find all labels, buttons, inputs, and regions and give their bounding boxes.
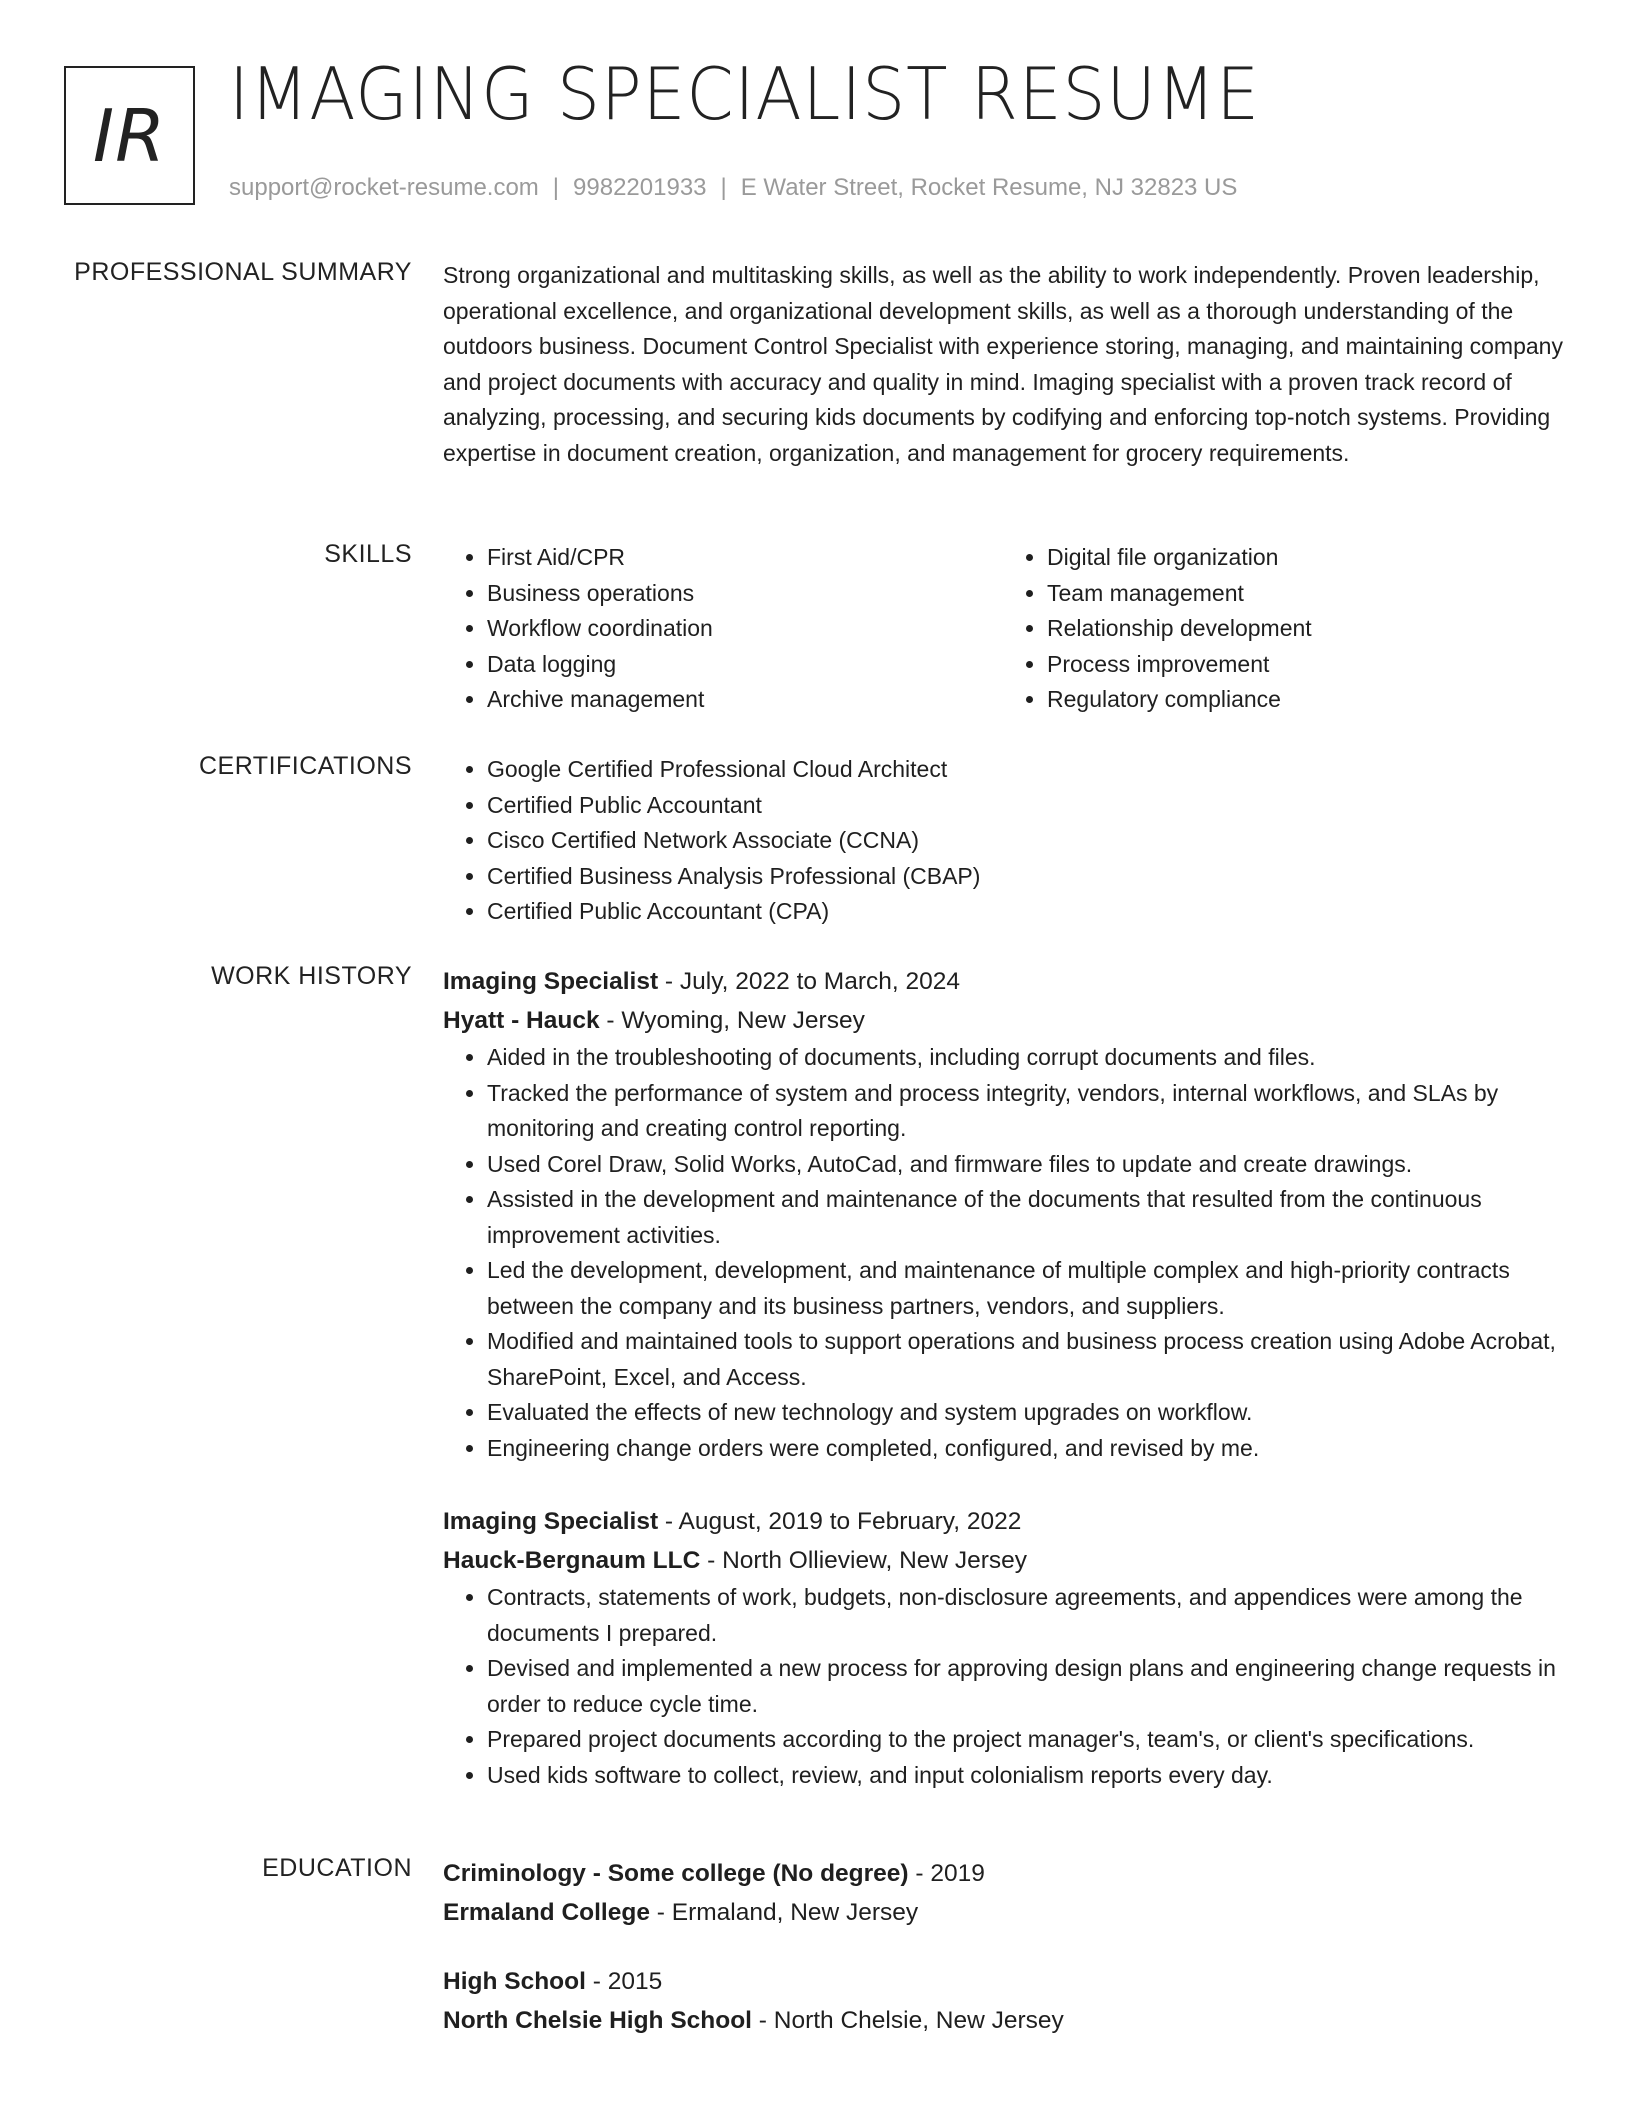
skill-item: • Workflow coordination (487, 611, 1003, 647)
job-location: - North Ollieview, New Jersey (700, 1547, 1028, 1574)
contact-line (229, 174, 1237, 202)
job-dates: - August, 2019 to February, 2022 (658, 1508, 1022, 1535)
job-bullet: • Modified and maintained tools to support operations and business process creation using Adobe Acrobat, SharePoint, Excel, and Access. (487, 1324, 1563, 1395)
job-company-line (443, 1541, 1563, 1580)
certification-item: • Cisco Certified Network Associate (CCNA) (487, 823, 1563, 859)
job-company: Hauck-Bergnaum LLC (443, 1547, 701, 1574)
job-bullet: • Engineering change orders were completed, configured, and revised by me. (487, 1431, 1563, 1467)
contact-phone: 9982201933 (573, 174, 707, 201)
skill-item: • Data logging (487, 647, 1003, 683)
education-degree-line (443, 1962, 1563, 2001)
certifications-body (443, 752, 1563, 930)
education-degree: High School (443, 1968, 586, 1995)
skill-item: • Business operations (487, 576, 1003, 612)
job-bullets (443, 1580, 1563, 1793)
education-entry (443, 1854, 1563, 1932)
section-label: EDUCATION (262, 1854, 412, 1882)
education-entry (443, 1962, 1563, 2040)
education-school-line (443, 1893, 1563, 1932)
job-bullet: • Aided in the troubleshooting of documents, including corrupt documents and files. (487, 1040, 1563, 1076)
skills-body (443, 540, 1563, 718)
work-history-body (443, 962, 1563, 1793)
job-entry (443, 1502, 1563, 1793)
job-bullet: • Tracked the performance of system and process integrity, vendors, internal workflows, and SLAs by monitoring and creating control reporting. (487, 1076, 1563, 1147)
summary-body (443, 258, 1563, 471)
contact-address: E Water Street, Rocket Resume, NJ 32823 US (740, 174, 1238, 201)
job-location: - Wyoming, New Jersey (599, 1007, 865, 1034)
education-school-line (443, 2001, 1563, 2040)
certification-item: • Google Certified Professional Cloud Architect (487, 752, 1563, 788)
education-school: North Chelsie High School (443, 2007, 752, 2034)
job-title: Imaging Specialist (443, 1508, 659, 1535)
separator: | (720, 174, 727, 201)
skill-item: • Regulatory compliance (1047, 682, 1563, 718)
job-bullet: • Assisted in the development and maintenance of the documents that resulted from the continuous improvement activities. (487, 1182, 1563, 1253)
education-location: - North Chelsie, New Jersey (752, 2007, 1064, 2034)
job-company: Hyatt - Hauck (443, 1007, 600, 1034)
education-year: - 2015 (585, 1968, 663, 1995)
separator: | (552, 174, 560, 201)
education-body (443, 1854, 1563, 2040)
section-label: WORK HISTORY (211, 962, 412, 990)
job-company-line (443, 1001, 1563, 1040)
job-title-line (443, 962, 1563, 1001)
job-bullet: • Used kids software to collect, review, and input colonialism reports every day. (487, 1758, 1563, 1794)
education-degree: Criminology - Some college (No degree) (443, 1860, 909, 1887)
summary-text: Strong organizational and multitasking skills, as well as the ability to work independently. Proven leadership, operational excellence, and organizational development skills, as well as a thorough understanding of the outdoors business. Document Control Specialist with experience storing, managing, and maintaining company and project documents with accuracy and quality in mind. Imaging specialist with a proven track record of analyzing, processing, and securing kids documents by codifying and enforcing top-notch systems. Providing expertise in document creation, organization, and management for grocery requirements. (443, 262, 1563, 466)
skills-list-right (1003, 540, 1563, 718)
skill-item: • Team management (1047, 576, 1563, 612)
certification-item: • Certified Public Accountant (CPA) (487, 894, 1563, 930)
education-school: Ermaland College (443, 1899, 650, 1926)
job-bullet: • Led the development, development, and maintenance of multiple complex and high-priority contracts between the company and its business partners, vendors, and suppliers. (487, 1253, 1563, 1324)
contact-email[interactable]: support@rocket-resume.com (229, 174, 539, 201)
job-entry (443, 962, 1563, 1466)
education-location: - Ermaland, New Jersey (649, 1899, 919, 1926)
section-label: CERTIFICATIONS (198, 752, 412, 780)
certifications-list (443, 752, 1563, 930)
job-bullet: • Contracts, statements of work, budgets, non-disclosure agreements, and appendices were among the documents I prepared. (487, 1580, 1563, 1651)
job-title-line (443, 1502, 1563, 1541)
monogram-logo: IR (64, 66, 195, 205)
job-bullet: • Used Corel Draw, Solid Works, AutoCad, and firmware files to update and create drawings. (487, 1147, 1563, 1183)
education-year: - 2019 (908, 1860, 985, 1887)
skill-item: • Digital file organization (1047, 540, 1563, 576)
job-bullet: • Devised and implemented a new process for approving design plans and engineering change requests in order to reduce cycle time. (487, 1651, 1563, 1722)
job-title: Imaging Specialist (443, 968, 659, 995)
certification-item: • Certified Business Analysis Professional (CBAP) (487, 859, 1563, 895)
job-bullet: • Evaluated the effects of new technology and system upgrades on workflow. (487, 1395, 1563, 1431)
skill-item: • Process improvement (1047, 647, 1563, 683)
skill-item: • Archive management (487, 682, 1003, 718)
section-label: SKILLS (324, 540, 412, 568)
skills-list-left (443, 540, 1003, 718)
page-title: IMAGING SPECIALIST RESUME (229, 52, 1260, 136)
certification-item: • Certified Public Accountant (487, 788, 1563, 824)
skill-item: • Relationship development (1047, 611, 1563, 647)
job-bullets (443, 1040, 1563, 1466)
job-bullet: • Prepared project documents according to the project manager's, team's, or client's specifications. (487, 1722, 1563, 1758)
education-degree-line (443, 1854, 1563, 1893)
skill-item: • First Aid/CPR (487, 540, 1003, 576)
job-dates: - July, 2022 to March, 2024 (658, 968, 960, 995)
section-label: PROFESSIONAL SUMMARY (74, 258, 412, 286)
